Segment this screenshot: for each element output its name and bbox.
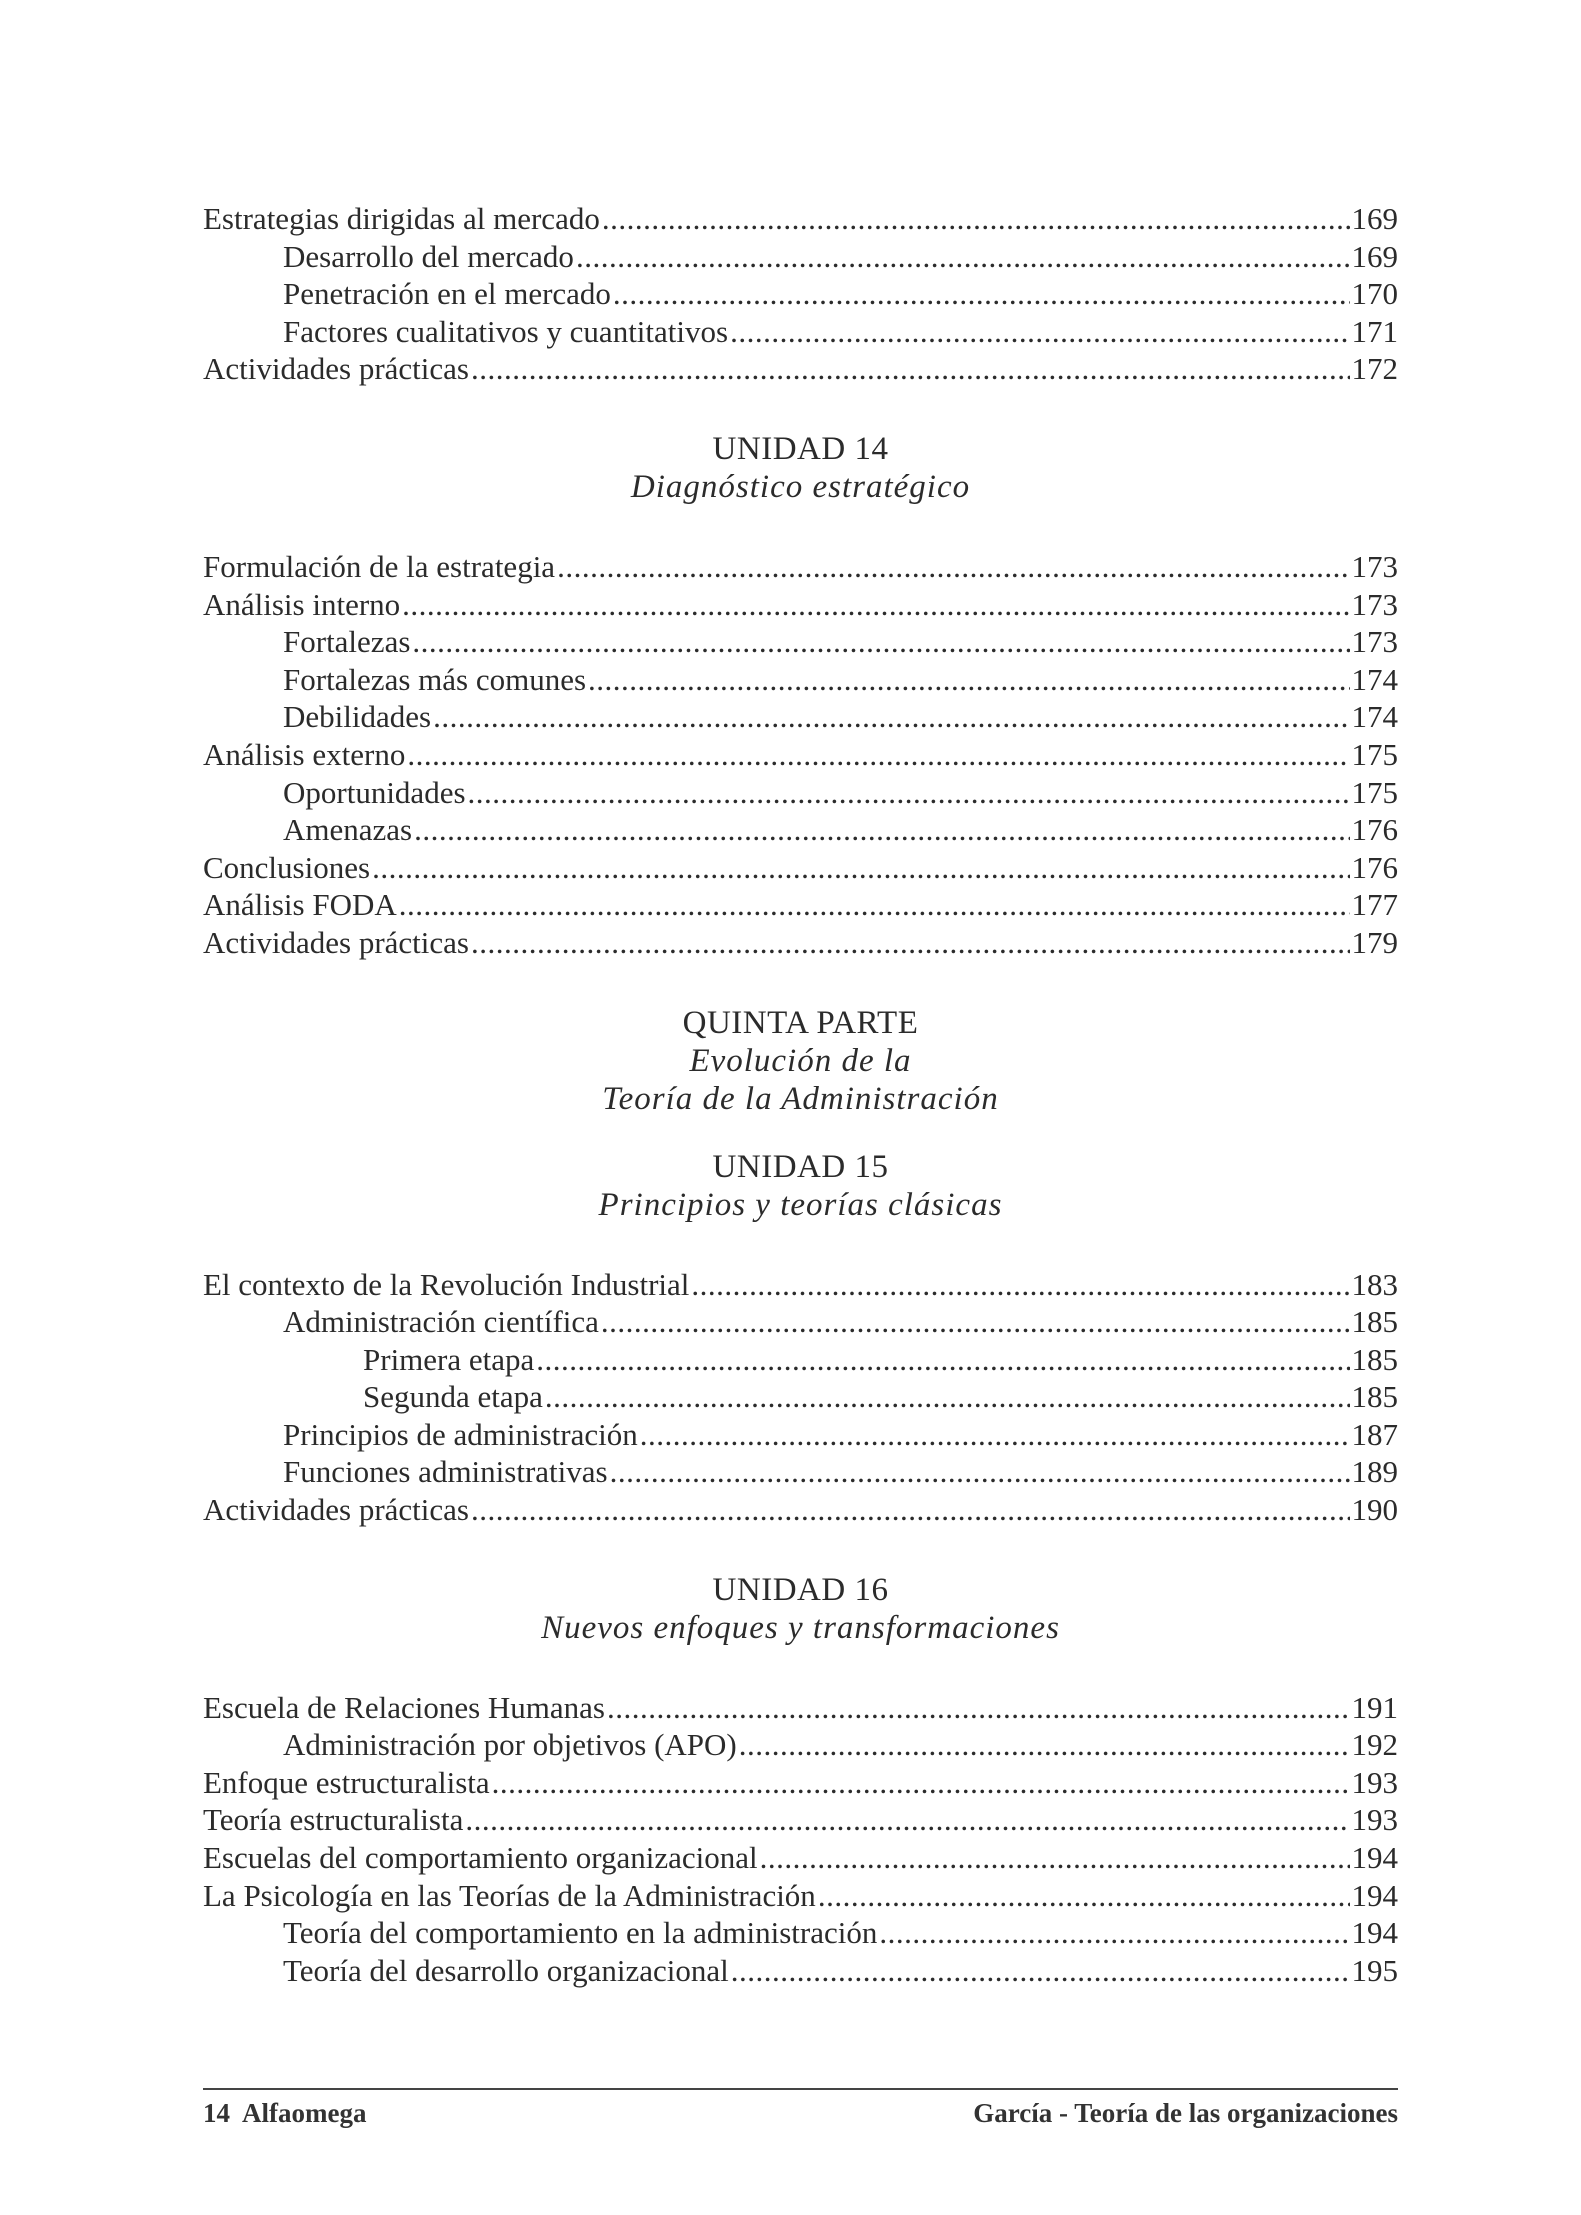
toc-entry-title: Conclusiones — [203, 849, 371, 885]
dot-leader — [602, 200, 1350, 238]
toc-entry-title: Enfoque estructuralista — [203, 1764, 490, 1800]
toc-entry-title: Análisis externo — [203, 736, 406, 772]
toc-entry[interactable] — [203, 1341, 1398, 1379]
toc-entry-page-number: 193 — [1351, 1802, 1398, 1838]
toc-entry-page-number: 194 — [1351, 1877, 1398, 1913]
toc-section — [203, 430, 1398, 962]
toc-entry-title: Escuela de Relaciones Humanas — [203, 1689, 605, 1725]
toc-entry[interactable] — [203, 1266, 1398, 1304]
heading-subtitle: Teoría de la Administración — [602, 1080, 999, 1117]
dot-leader — [465, 1801, 1349, 1839]
toc-entry-title: Primera etapa — [363, 1341, 535, 1377]
section-heading — [203, 1004, 1398, 1118]
toc-entry-title: Debilidades — [283, 699, 432, 735]
toc-entry[interactable] — [203, 200, 1398, 238]
dot-leader — [545, 1378, 1350, 1416]
toc-entry-title: Factores cualitativos y cuantitativos — [283, 313, 729, 349]
toc-entry[interactable] — [203, 1764, 1398, 1802]
heading-subtitle: Diagnóstico estratégico — [630, 468, 971, 505]
toc-entry[interactable] — [203, 1952, 1398, 1990]
toc-section — [203, 1148, 1398, 1529]
toc-entry-page-number: 192 — [1351, 1727, 1398, 1763]
toc-entry[interactable] — [203, 1416, 1398, 1454]
dot-leader — [818, 1877, 1350, 1915]
section-heading — [203, 1571, 1398, 1647]
dot-leader — [588, 661, 1349, 699]
table-of-contents — [203, 200, 1398, 1989]
toc-entry-title: Segunda etapa — [363, 1379, 543, 1415]
dot-leader — [607, 1689, 1350, 1727]
toc-entry-page-number: 173 — [1351, 586, 1398, 622]
toc-entry[interactable] — [203, 1491, 1398, 1529]
toc-entry-title: Administración por objetivos (APO) — [283, 1727, 737, 1763]
toc-entry-title: Penetración en el mercado — [283, 276, 611, 312]
toc-entry-page-number: 172 — [1351, 351, 1398, 387]
toc-entry-title: El contexto de la Revolución Industrial — [203, 1266, 690, 1302]
toc-entry[interactable] — [203, 586, 1398, 624]
toc-entry-title: Escuelas del comportamiento organizacional — [203, 1840, 758, 1876]
toc-entry[interactable] — [203, 623, 1398, 661]
toc-entry-page-number: 173 — [1351, 624, 1398, 660]
dot-leader — [613, 275, 1350, 313]
dot-leader — [468, 774, 1350, 812]
heading-title: UNIDAD 16 — [712, 1571, 889, 1608]
toc-entry[interactable] — [203, 886, 1398, 924]
toc-entry-page-number: 185 — [1351, 1341, 1398, 1377]
dot-leader — [414, 811, 1349, 849]
heading-subtitle: Nuevos enfoques y transformaciones — [541, 1609, 1060, 1646]
toc-entry-title: Actividades prácticas — [203, 1492, 469, 1528]
toc-entry-page-number: 195 — [1351, 1952, 1398, 1988]
dot-leader — [372, 849, 1349, 887]
toc-entry-page-number: 194 — [1351, 1915, 1398, 1951]
toc-entry-page-number: 169 — [1351, 238, 1398, 274]
toc-entry-title: Análisis FODA — [203, 887, 397, 923]
toc-entry[interactable] — [203, 1689, 1398, 1727]
toc-entry[interactable] — [203, 275, 1398, 313]
toc-entry-title: Principios de administración — [283, 1416, 638, 1452]
toc-entry-page-number: 174 — [1351, 699, 1398, 735]
toc-entry-title: Fortalezas más comunes — [283, 661, 587, 697]
heading-title: QUINTA PARTE — [682, 1004, 919, 1041]
toc-entry-page-number: 189 — [1351, 1454, 1398, 1490]
toc-section — [203, 200, 1398, 388]
toc-entry[interactable] — [203, 1303, 1398, 1341]
dot-leader — [730, 313, 1349, 351]
toc-entry-page-number: 187 — [1351, 1416, 1398, 1452]
section-heading — [203, 430, 1398, 506]
toc-entry[interactable] — [203, 313, 1398, 351]
toc-entry-page-number: 169 — [1351, 201, 1398, 236]
dot-leader — [412, 623, 1349, 661]
toc-entry-page-number: 185 — [1351, 1304, 1398, 1340]
toc-entry-page-number: 175 — [1351, 736, 1398, 772]
toc-entry[interactable] — [203, 1453, 1398, 1491]
toc-entry-title: Estrategias dirigidas al mercado — [203, 201, 600, 236]
toc-entry[interactable] — [203, 924, 1398, 962]
section-heading — [203, 1148, 1398, 1224]
dot-leader — [557, 548, 1349, 586]
toc-entry-title: Funciones administrativas — [283, 1454, 608, 1490]
toc-entry-title: Actividades prácticas — [203, 351, 469, 387]
toc-entry-title: Actividades prácticas — [203, 924, 469, 960]
heading-subtitle: Evolución de la — [689, 1042, 912, 1079]
toc-entry[interactable] — [203, 811, 1398, 849]
toc-entry[interactable] — [203, 238, 1398, 276]
toc-entry[interactable] — [203, 350, 1398, 388]
toc-entry[interactable] — [203, 548, 1398, 586]
dot-leader — [610, 1453, 1350, 1491]
toc-entry[interactable] — [203, 661, 1398, 699]
dot-leader — [760, 1839, 1350, 1877]
toc-entry[interactable] — [203, 1914, 1398, 1952]
dot-leader — [402, 586, 1349, 624]
dot-leader — [492, 1764, 1350, 1802]
toc-entry-page-number: 179 — [1351, 924, 1398, 960]
footer-page-publisher: 14 Alfaomega — [203, 2098, 367, 2128]
toc-entry[interactable] — [203, 774, 1398, 812]
toc-section — [203, 1571, 1398, 1990]
dot-leader — [407, 736, 1349, 774]
dot-leader — [576, 238, 1350, 276]
toc-entry-page-number: 176 — [1351, 812, 1398, 848]
dot-leader — [536, 1341, 1349, 1379]
toc-section — [203, 1004, 1398, 1118]
toc-entry-page-number: 173 — [1351, 548, 1398, 584]
toc-entry-page-number: 171 — [1351, 313, 1398, 349]
dot-leader — [731, 1952, 1350, 1990]
dot-leader — [471, 924, 1350, 962]
toc-entry-title: La Psicología en las Teorías de la Administración — [203, 1877, 816, 1913]
toc-entry-page-number: 193 — [1351, 1764, 1398, 1800]
dot-leader — [691, 1266, 1349, 1304]
dot-leader — [399, 886, 1350, 924]
toc-entry-title: Amenazas — [283, 812, 413, 848]
toc-entry-page-number: 194 — [1351, 1840, 1398, 1876]
toc-entry-title: Oportunidades — [283, 774, 466, 810]
toc-entry-page-number: 177 — [1351, 887, 1398, 923]
toc-entry-page-number: 174 — [1351, 661, 1398, 697]
toc-entry-title: Fortalezas — [283, 624, 411, 660]
dot-leader — [433, 698, 1349, 736]
toc-entry-page-number: 185 — [1351, 1379, 1398, 1415]
toc-entry-title: Teoría del comportamiento en la administración — [283, 1915, 878, 1951]
dot-leader — [879, 1914, 1349, 1952]
footer-author-title: García - Teoría de las organizaciones — [973, 2098, 1398, 2128]
dot-leader — [640, 1416, 1350, 1454]
toc-entry[interactable] — [203, 736, 1398, 774]
toc-entry-page-number: 190 — [1351, 1492, 1398, 1528]
dot-leader — [471, 350, 1350, 388]
toc-entry-title: Desarrollo del mercado — [283, 238, 574, 274]
toc-entry-page-number: 191 — [1351, 1689, 1398, 1725]
toc-entry-page-number: 170 — [1351, 276, 1398, 312]
toc-entry-page-number: 183 — [1351, 1266, 1398, 1302]
heading-title: UNIDAD 15 — [712, 1148, 889, 1185]
toc-entry[interactable] — [203, 1726, 1398, 1764]
toc-entry[interactable] — [203, 1877, 1398, 1915]
toc-entry-page-number: 176 — [1351, 849, 1398, 885]
heading-subtitle: Principios y teorías clásicas — [598, 1186, 1003, 1223]
page-footer — [203, 2088, 1398, 2129]
heading-title: UNIDAD 14 — [712, 430, 889, 467]
toc-entry[interactable] — [203, 849, 1398, 887]
dot-leader — [739, 1726, 1350, 1764]
toc-entry[interactable] — [203, 1839, 1398, 1877]
toc-entry-title: Teoría estructuralista — [203, 1802, 464, 1838]
dot-leader — [471, 1491, 1350, 1529]
toc-entry-title: Formulación de la estrategia — [203, 548, 556, 584]
toc-entry-title: Administración científica — [283, 1304, 599, 1340]
dot-leader — [601, 1303, 1350, 1341]
toc-entry[interactable] — [203, 1801, 1398, 1839]
toc-entry-title: Teoría del desarrollo organizacional — [283, 1952, 729, 1988]
toc-entry-title: Análisis interno — [203, 586, 401, 622]
toc-entry[interactable] — [203, 698, 1398, 736]
toc-entry[interactable] — [203, 1378, 1398, 1416]
toc-entry-page-number: 175 — [1351, 774, 1398, 810]
